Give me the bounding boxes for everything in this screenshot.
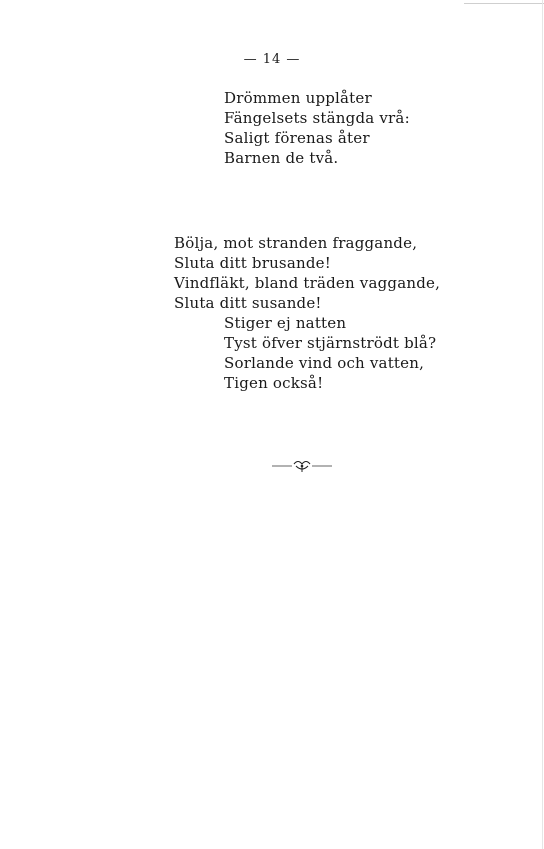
page-edge-line — [464, 3, 544, 4]
poem-line-indented: Sorlande vind och vatten, — [224, 354, 425, 372]
poem-line-indented: Tigen också! — [224, 374, 324, 392]
stanza-2 — [174, 233, 440, 393]
page-edge-border — [542, 0, 543, 849]
poem-line-indented: Stiger ej natten — [224, 314, 347, 332]
poem-line: Vindfläkt, bland träden vaggande, — [174, 274, 441, 292]
poem-line: Fängelsets stängda vrå: — [224, 109, 410, 127]
poem-line: Barnen de två. — [224, 149, 339, 167]
poem-line: Saligt förenas åter — [224, 129, 370, 147]
floral-ornament-icon — [272, 456, 332, 476]
poem-line-indented: Tyst öfver stjärnströdt blå? — [224, 334, 437, 352]
page-number: — 14 — — [243, 52, 301, 67]
poem-line: Sluta ditt brusande! — [174, 254, 331, 272]
poem-line: Bölja, mot stranden fraggande, — [174, 234, 418, 252]
stanza-1 — [224, 88, 410, 168]
poem-line: Drömmen upplåter — [224, 89, 372, 107]
poem-line: Sluta ditt susande! — [174, 294, 322, 312]
